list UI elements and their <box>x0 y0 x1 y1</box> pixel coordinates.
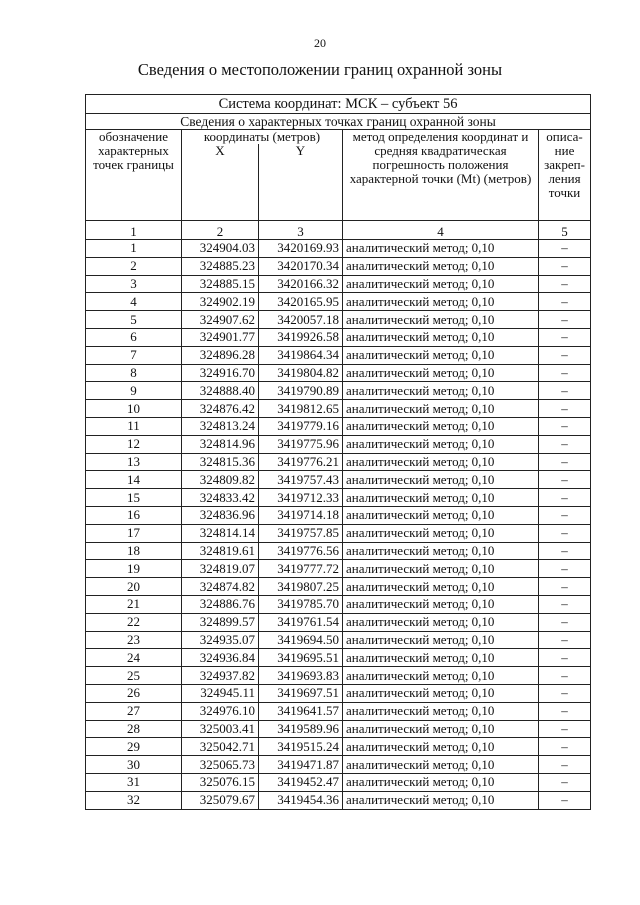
x-cell: 324902.19 <box>182 293 259 311</box>
desc-cell: – <box>539 471 591 489</box>
y-cell: 3419712.33 <box>259 489 343 507</box>
desc-cell: – <box>539 257 591 275</box>
x-cell: 325003.41 <box>182 720 259 738</box>
table-row <box>86 506 591 524</box>
point-cell: 2 <box>86 257 182 275</box>
method-cell: аналитический метод; 0,10 <box>343 435 539 453</box>
x-cell: 324904.03 <box>182 240 259 258</box>
point-cell: 17 <box>86 524 182 542</box>
table-row <box>86 240 591 258</box>
header-y: Y <box>259 144 343 221</box>
col-number-2: 2 <box>182 221 259 240</box>
x-cell: 324886.76 <box>182 595 259 613</box>
point-cell: 10 <box>86 400 182 418</box>
point-cell: 20 <box>86 578 182 596</box>
point-cell: 15 <box>86 489 182 507</box>
point-cell: 5 <box>86 311 182 329</box>
point-cell: 6 <box>86 328 182 346</box>
x-cell: 324885.15 <box>182 275 259 293</box>
point-cell: 21 <box>86 595 182 613</box>
y-cell: 3420169.93 <box>259 240 343 258</box>
method-cell: аналитический метод; 0,10 <box>343 738 539 756</box>
y-cell: 3419779.16 <box>259 417 343 435</box>
point-cell: 8 <box>86 364 182 382</box>
table-row <box>86 720 591 738</box>
y-cell: 3419812.65 <box>259 400 343 418</box>
table-row <box>86 382 591 400</box>
coordinate-system-banner: Система координат: МСК – субъект 56 <box>86 95 591 114</box>
page-number: 20 <box>314 36 326 50</box>
method-cell: аналитический метод; 0,10 <box>343 560 539 578</box>
x-cell: 324888.40 <box>182 382 259 400</box>
point-cell: 32 <box>86 791 182 809</box>
desc-cell: – <box>539 293 591 311</box>
point-cell: 1 <box>86 240 182 258</box>
y-cell: 3420170.34 <box>259 257 343 275</box>
method-cell: аналитический метод; 0,10 <box>343 684 539 702</box>
col-number-5: 5 <box>539 221 591 240</box>
y-cell: 3419864.34 <box>259 346 343 364</box>
point-cell: 13 <box>86 453 182 471</box>
y-cell: 3419471.87 <box>259 756 343 774</box>
point-cell: 29 <box>86 738 182 756</box>
desc-cell: – <box>539 702 591 720</box>
y-cell: 3419776.56 <box>259 542 343 560</box>
method-cell: аналитический метод; 0,10 <box>343 489 539 507</box>
y-cell: 3420166.32 <box>259 275 343 293</box>
desc-cell: – <box>539 613 591 631</box>
x-cell: 324907.62 <box>182 311 259 329</box>
table-row <box>86 293 591 311</box>
method-cell: аналитический метод; 0,10 <box>343 578 539 596</box>
y-cell: 3419761.54 <box>259 613 343 631</box>
y-cell: 3420057.18 <box>259 311 343 329</box>
method-cell: аналитический метод; 0,10 <box>343 257 539 275</box>
x-cell: 324916.70 <box>182 364 259 382</box>
table-row <box>86 756 591 774</box>
method-cell: аналитический метод; 0,10 <box>343 542 539 560</box>
point-cell: 22 <box>86 613 182 631</box>
x-cell: 324899.57 <box>182 613 259 631</box>
table-row <box>86 364 591 382</box>
y-cell: 3419452.47 <box>259 773 343 791</box>
x-cell: 324813.24 <box>182 417 259 435</box>
table-row <box>86 453 591 471</box>
point-cell: 24 <box>86 649 182 667</box>
x-cell: 324809.82 <box>182 471 259 489</box>
point-cell: 26 <box>86 684 182 702</box>
desc-cell: – <box>539 435 591 453</box>
x-cell: 324836.96 <box>182 506 259 524</box>
desc-cell: – <box>539 524 591 542</box>
method-cell: аналитический метод; 0,10 <box>343 471 539 489</box>
method-cell: аналитический метод; 0,10 <box>343 595 539 613</box>
table-row <box>86 346 591 364</box>
x-cell: 325076.15 <box>182 773 259 791</box>
point-cell: 12 <box>86 435 182 453</box>
method-cell: аналитический метод; 0,10 <box>343 311 539 329</box>
method-cell: аналитический метод; 0,10 <box>343 293 539 311</box>
table-row <box>86 684 591 702</box>
method-cell: аналитический метод; 0,10 <box>343 613 539 631</box>
desc-cell: – <box>539 382 591 400</box>
point-cell: 11 <box>86 417 182 435</box>
method-cell: аналитический метод; 0,10 <box>343 667 539 685</box>
method-cell: аналитический метод; 0,10 <box>343 328 539 346</box>
header-method: метод определения координат и средняя квадратическая погрешность положения характерной точки (Mt) (метров) <box>343 130 539 221</box>
desc-cell: – <box>539 756 591 774</box>
point-cell: 14 <box>86 471 182 489</box>
table-row <box>86 578 591 596</box>
y-cell: 3419757.85 <box>259 524 343 542</box>
table-row <box>86 471 591 489</box>
point-cell: 28 <box>86 720 182 738</box>
x-cell: 325065.73 <box>182 756 259 774</box>
point-cell: 25 <box>86 667 182 685</box>
x-cell: 324814.14 <box>182 524 259 542</box>
table-row <box>86 738 591 756</box>
header-desc: описа-ние закреп-ления точки <box>539 130 591 221</box>
section-banner: Сведения о характерных точках границ охранной зоны <box>86 114 591 130</box>
desc-cell: – <box>539 417 591 435</box>
method-cell: аналитический метод; 0,10 <box>343 756 539 774</box>
point-cell: 19 <box>86 560 182 578</box>
y-cell: 3419804.82 <box>259 364 343 382</box>
method-cell: аналитический метод; 0,10 <box>343 382 539 400</box>
method-cell: аналитический метод; 0,10 <box>343 791 539 809</box>
method-cell: аналитический метод; 0,10 <box>343 453 539 471</box>
desc-cell: – <box>539 346 591 364</box>
desc-cell: – <box>539 773 591 791</box>
method-cell: аналитический метод; 0,10 <box>343 524 539 542</box>
x-cell: 324833.42 <box>182 489 259 507</box>
y-cell: 3419641.57 <box>259 702 343 720</box>
desc-cell: – <box>539 684 591 702</box>
point-cell: 31 <box>86 773 182 791</box>
y-cell: 3419785.70 <box>259 595 343 613</box>
y-cell: 3419775.96 <box>259 435 343 453</box>
desc-cell: – <box>539 791 591 809</box>
method-cell: аналитический метод; 0,10 <box>343 720 539 738</box>
desc-cell: – <box>539 364 591 382</box>
method-cell: аналитический метод; 0,10 <box>343 649 539 667</box>
y-cell: 3419777.72 <box>259 560 343 578</box>
point-cell: 9 <box>86 382 182 400</box>
x-cell: 324935.07 <box>182 631 259 649</box>
method-cell: аналитический метод; 0,10 <box>343 702 539 720</box>
point-cell: 23 <box>86 631 182 649</box>
table-row <box>86 328 591 346</box>
table-row <box>86 595 591 613</box>
desc-cell: – <box>539 240 591 258</box>
desc-cell: – <box>539 578 591 596</box>
table-row <box>86 275 591 293</box>
x-cell: 325042.71 <box>182 738 259 756</box>
x-cell: 324814.96 <box>182 435 259 453</box>
table-row <box>86 417 591 435</box>
y-cell: 3419589.96 <box>259 720 343 738</box>
x-cell: 324901.77 <box>182 328 259 346</box>
method-cell: аналитический метод; 0,10 <box>343 506 539 524</box>
y-cell: 3419926.58 <box>259 328 343 346</box>
y-cell: 3419807.25 <box>259 578 343 596</box>
method-cell: аналитический метод; 0,10 <box>343 240 539 258</box>
header-point: обозначение характерных точек границы <box>86 130 182 221</box>
y-cell: 3420165.95 <box>259 293 343 311</box>
y-cell: 3419776.21 <box>259 453 343 471</box>
x-cell: 324876.42 <box>182 400 259 418</box>
desc-cell: – <box>539 489 591 507</box>
point-cell: 16 <box>86 506 182 524</box>
point-cell: 30 <box>86 756 182 774</box>
y-cell: 3419694.50 <box>259 631 343 649</box>
method-cell: аналитический метод; 0,10 <box>343 346 539 364</box>
x-cell: 324885.23 <box>182 257 259 275</box>
method-cell: аналитический метод; 0,10 <box>343 275 539 293</box>
y-cell: 3419757.43 <box>259 471 343 489</box>
desc-cell: – <box>539 649 591 667</box>
col-number-1: 1 <box>86 221 182 240</box>
y-cell: 3419790.89 <box>259 382 343 400</box>
header-coords: координаты (метров) <box>182 130 343 145</box>
desc-cell: – <box>539 506 591 524</box>
point-cell: 27 <box>86 702 182 720</box>
desc-cell: – <box>539 631 591 649</box>
x-cell: 324945.11 <box>182 684 259 702</box>
x-cell: 324976.10 <box>182 702 259 720</box>
desc-cell: – <box>539 400 591 418</box>
document-title: Сведения о местоположении границ охранной зоны <box>137 60 503 79</box>
table-row <box>86 702 591 720</box>
y-cell: 3419697.51 <box>259 684 343 702</box>
x-cell: 324936.84 <box>182 649 259 667</box>
table-row <box>86 560 591 578</box>
method-cell: аналитический метод; 0,10 <box>343 631 539 649</box>
desc-cell: – <box>539 275 591 293</box>
x-cell: 325079.67 <box>182 791 259 809</box>
table-row <box>86 400 591 418</box>
table-row <box>86 613 591 631</box>
col-number-3: 3 <box>259 221 343 240</box>
table-row <box>86 667 591 685</box>
header-x: X <box>182 144 259 221</box>
table-row <box>86 311 591 329</box>
x-cell: 324896.28 <box>182 346 259 364</box>
method-cell: аналитический метод; 0,10 <box>343 773 539 791</box>
y-cell: 3419714.18 <box>259 506 343 524</box>
point-cell: 3 <box>86 275 182 293</box>
method-cell: аналитический метод; 0,10 <box>343 400 539 418</box>
desc-cell: – <box>539 328 591 346</box>
table-row <box>86 524 591 542</box>
y-cell: 3419695.51 <box>259 649 343 667</box>
table-row <box>86 257 591 275</box>
x-cell: 324815.36 <box>182 453 259 471</box>
desc-cell: – <box>539 720 591 738</box>
point-cell: 4 <box>86 293 182 311</box>
table-row <box>86 773 591 791</box>
point-cell: 18 <box>86 542 182 560</box>
desc-cell: – <box>539 738 591 756</box>
method-cell: аналитический метод; 0,10 <box>343 417 539 435</box>
y-cell: 3419693.83 <box>259 667 343 685</box>
x-cell: 324937.82 <box>182 667 259 685</box>
table-row <box>86 649 591 667</box>
method-cell: аналитический метод; 0,10 <box>343 364 539 382</box>
table-body <box>86 240 591 810</box>
desc-cell: – <box>539 667 591 685</box>
col-number-4: 4 <box>343 221 539 240</box>
point-cell: 7 <box>86 346 182 364</box>
y-cell: 3419454.36 <box>259 791 343 809</box>
x-cell: 324819.61 <box>182 542 259 560</box>
y-cell: 3419515.24 <box>259 738 343 756</box>
desc-cell: – <box>539 560 591 578</box>
table-row <box>86 435 591 453</box>
desc-cell: – <box>539 542 591 560</box>
desc-cell: – <box>539 311 591 329</box>
desc-cell: – <box>539 453 591 471</box>
desc-cell: – <box>539 595 591 613</box>
table-row <box>86 631 591 649</box>
x-cell: 324874.82 <box>182 578 259 596</box>
x-cell: 324819.07 <box>182 560 259 578</box>
table-row <box>86 489 591 507</box>
table-row <box>86 791 591 809</box>
boundary-points-table <box>85 94 591 810</box>
table-row <box>86 542 591 560</box>
